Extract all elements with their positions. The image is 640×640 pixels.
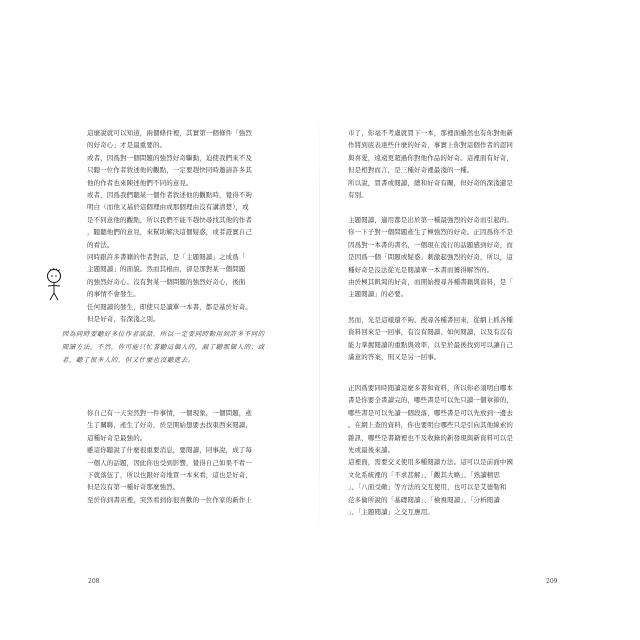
text-line: 只聽一位作者敘述他的觀點，一定要趕快同時邀請許多其	[87, 166, 252, 175]
quote-line: 因為同時要聽好多位作者談話，所以一定要同時動用到許多不同的	[62, 330, 265, 338]
text-line: 」、「主題閱讀」之交互應用。	[348, 508, 434, 517]
text-line: 正因爲要同時閱讀這麼多書和資料，所以你必須明白哪本	[348, 384, 513, 392]
text-line: 書是你要全書讀完的，哪些書是可以先只讀一個章節的，	[348, 396, 513, 405]
page-number: 209	[546, 578, 558, 585]
text-line: 哪些書是可以先讀一個段落，哪些書是可以先放到一邊去	[348, 408, 513, 417]
text-line: 或者，因爲對一個問題的強烈好奇驅動，迫使我們來不及	[87, 153, 252, 162]
text-line: 下就落伍了，所以也跟好奇地買一本來看，這也是好奇，	[87, 471, 252, 480]
right-paragraph-2	[348, 214, 560, 301]
pull-quote	[62, 328, 300, 367]
text-line: 一個人的話題，因此你也受到影響，覺得自己如果不看一	[87, 458, 252, 467]
text-line: 但是沒有第一種好奇那麼強烈。	[87, 483, 180, 492]
text-line: 你自己有一天突然對一件事情，一個現象，一個問題，產	[87, 409, 252, 417]
text-line: 這裡面，需要交叉使用多種閱讀方法。這可以是前面中國	[348, 458, 513, 467]
text-line: 主題閱讀」的必要。	[348, 290, 408, 299]
text-line: 與喜愛，遠遠更超過你對他作品的好奇。這裡面有好奇，	[348, 153, 513, 162]
text-line: 資料回來是一回事，有沒有閱讀、如何閱讀，以及有沒有	[348, 328, 513, 337]
text-line: 的強烈好奇心。沒有對某一個問題的強烈好奇心，後面	[87, 277, 246, 286]
text-line: 雜訊，哪些是書籍裡也不及收錄的新發現與新資料可以是	[348, 433, 513, 442]
right-paragraph-3	[348, 314, 560, 364]
text-line: 的事情不會發生。	[87, 290, 140, 299]
text-line: 市了，你毫不考慮就買下一本，那裡面雖然也有你對他新	[348, 129, 513, 137]
text-line: 先或最後來讀。	[348, 446, 395, 455]
text-line: 」、「八面受敵」等方法的交互使用，也可以是艾德勒和	[348, 483, 507, 492]
left-paragraph-1	[87, 127, 295, 301]
text-line: 生了關聯，產生了好奇，於是開始想要去找東西來閱讀，	[87, 421, 252, 430]
text-line: 滿意的答案，則又是另一回事。	[348, 353, 441, 362]
text-line: 同時跟許多書籍的作者對話，是「主題閱讀」之成爲「	[87, 253, 246, 262]
text-line: 然而，光是這樣還不夠。搜尋各種書回來，從網上抓各種	[348, 316, 513, 324]
text-line: 但是好奇，有深淺之別。	[87, 315, 160, 324]
text-line: 因爲對一本書的書名，一個現在流行的話題感到好奇，而	[348, 240, 513, 249]
text-line: 他的作者也來陳述他們不同的意見。	[87, 178, 193, 187]
text-line: 你一下子對一個問題產生了極強烈的好奇。正因爲你不是	[348, 228, 513, 237]
text-line: 或者，因爲我們聽某一個作者敘述他的觀點時，覺得不夠	[87, 191, 252, 200]
text-line: 任何閱讀的發生，即使只是讀單一本書，都是基於好奇。	[87, 303, 252, 311]
right-page	[320, 0, 640, 640]
right-paragraph-1	[348, 127, 560, 201]
text-line: 但是相對而言，是三種好奇裡最淺的一種。	[348, 166, 474, 175]
text-line: 至於你到書店裡，突然看到你很喜歡的一位作家的新作上	[87, 495, 252, 504]
left-paragraph-3	[87, 407, 295, 506]
text-line: 。在網上查的資料，你也要明白哪些只是引向其他線索的	[348, 421, 513, 430]
cartoon-figure-icon	[44, 268, 64, 302]
text-line: 的好奇心」才是最重要的。	[87, 141, 167, 150]
text-line: 有別。	[348, 191, 368, 200]
quote-line: 閱讀方法。不然，你可能只忙著聽這個人的，漏了聽那個人的；或	[62, 343, 265, 351]
text-line: 能力掌握閱讀的重點與效率，以至於最後找到可以讓自己	[348, 340, 513, 349]
text-line: 作將到底表達些什麼的好奇，事實上你對這個作者的認同	[348, 141, 513, 150]
text-line: 種好奇是沒法從光是閱讀單一本書而獲得解答的。	[348, 265, 494, 274]
text-line: 這種好奇是最強的。	[87, 433, 147, 442]
text-line: 所以說，買書或閱讀，總和好奇有關，但好奇的深淺還是	[348, 178, 513, 187]
page-number: 208	[88, 578, 100, 585]
text-line: 是因爲一個「問題或疑惑」刺激起強烈的好奇，所以，這	[348, 253, 513, 262]
right-paragraph-4	[348, 382, 560, 518]
text-line: 是不同意他的觀點，所以我們不能不趕快尋找其他的作者	[87, 215, 252, 224]
text-line: 主題閱讀」的面貌。然而其根由，卻是那對某一個問題	[87, 265, 246, 274]
text-line: 明白（而他又基於這個理由或那個理由沒有講清楚），或	[87, 203, 249, 212]
text-line: 雖這你聽說了什麼很重要消息，要閱讀，同事說，成了每	[87, 446, 252, 455]
text-line: 文化系統裡的「不求甚解」、「觀其大略」、「熟讀精思	[348, 470, 500, 479]
left-paragraph-2	[87, 301, 295, 326]
text-line: 由於極其飢渴的好奇，而開始搜尋各種書籍與資料，是「	[348, 278, 513, 287]
text-line: ，聽聽他們的意見，來幫助解決這個疑惑，或者證實自己	[87, 228, 252, 237]
text-line: 主題閱讀，適用都是出於第一種最強烈的好奇而引起的。	[348, 216, 513, 224]
text-line: 范多倫所說的「基礎閱讀」、「檢視閱讀」、「分析閱讀	[348, 495, 500, 504]
quote-line: 者，聽了很多人的，但又什麼也沒聽進去。	[62, 356, 195, 364]
text-line: 的看法。	[87, 240, 114, 249]
text-line: 這麼說就可以知道，兩個條件裡，其實第一個條件「強烈	[87, 129, 252, 137]
